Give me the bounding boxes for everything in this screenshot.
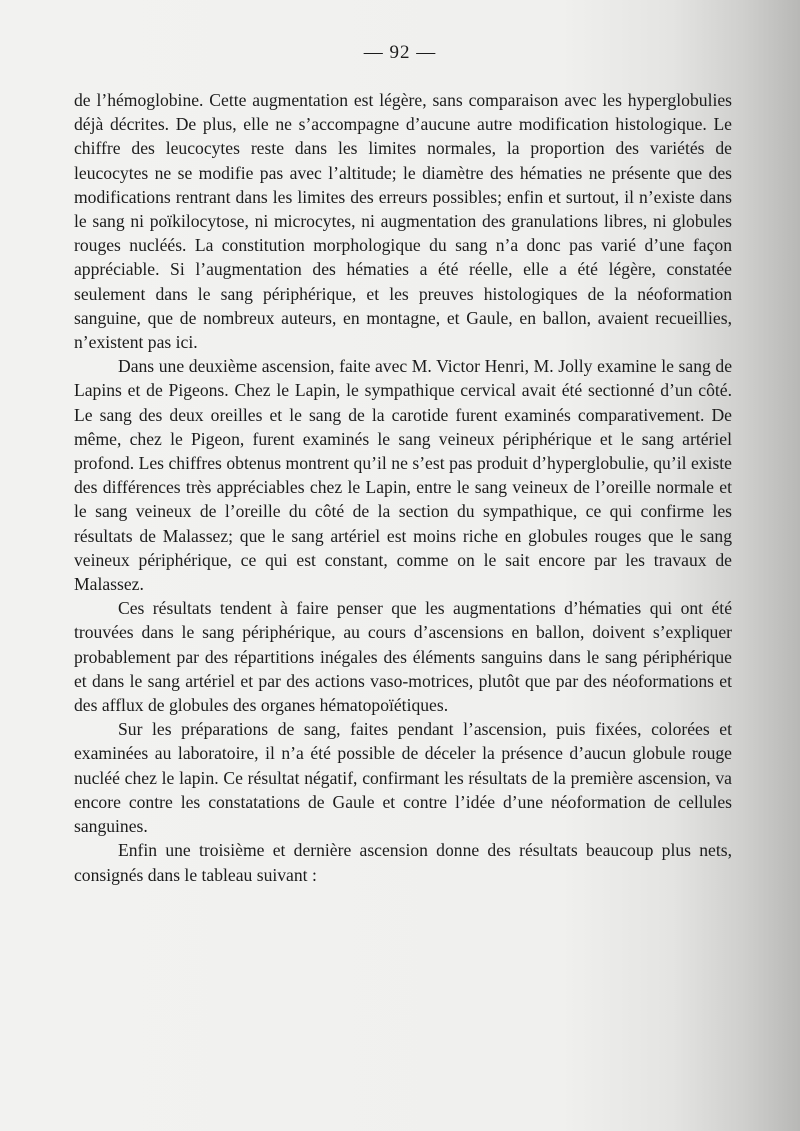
paragraph-results-interpretation: Ces résultats tendent à faire penser que les augmentations d’hématies qui ont été trouvées dans le sang périphérique, au cours d’ascensions en ballon, doivent s’expliquer probablement par des répartitions inégales des éléments sanguins dans le sang périphérique et dans le sang artériel et par des actions vaso-motrices, plutôt que par des néoformations et des afflux de globules des organes hématopoïétiques.: [74, 598, 732, 716]
paragraph-blood-preparations: Sur les préparations de sang, faites pendant l’ascension, puis fixées, colorées et examinées au laboratoire, il n’a été possible de déceler la présence d’aucun globule rouge nucléé chez le lapin. Ce résultat négatif, confirmant les résultats de la première ascension, va encore contre les constatations de Gaule et contre l’idée d’une néoformation de cellules sanguines.: [74, 719, 732, 837]
paragraph-second-ascension: Dans une deuxième ascension, faite avec M. Victor Henri, M. Jolly examine le sang de Lapins et de Pigeons. Chez le Lapin, le sympathique cervical avait été sectionné d’un côté. Le sang des deux oreilles et le sang de la carotide furent examinés comparativement. De même, chez le Pigeon, furent examinés le sang veineux périphérique et le sang artériel profond. Les chiffres obtenus montrent qu’il ne s’est pas produit d’hyperglobulie, qu’il existe des différences très appréciables chez le Lapin, entre le sang veineux de l’oreille normale et le sang veineux de l’oreille du côté de la section du sympathique, ce qui confirme les résultats de Malassez; que le sang artériel est moins riche en globules rouges que le sang veineux périphérique, ce qui est constant, comme on le sait encore par les travaux de Malassez.: [74, 356, 732, 595]
paragraph-third-ascension: Enfin une troisième et dernière ascension donne des résultats beaucoup plus nets, consignés dans le tableau suivant :: [74, 840, 732, 885]
body-text: [74, 88, 732, 887]
page-number: — 92 —: [363, 42, 437, 63]
paragraph-hemoglobin: de l’hémoglobine. Cette augmentation est légère, sans comparaison avec les hyperglobulies déjà décrites. De plus, elle ne s’accompagne d’aucune autre modification histologique. Le chiffre des leucocytes reste dans les limites normales, la proportion des variétés de leucocytes ne se modifie pas avec l’altitude; le diamètre des hématies ne présente que des modifications rentrant dans les limites des erreurs possibles; enfin et surtout, il n’existe dans le sang ni poïkilocytose, ni microcytes, ni augmentation des granulations libres, ni globules rouges nucléés. La constitution morphologique du sang n’a donc pas varié d’une façon appréciable. Si l’augmentation des hématies a été réelle, elle a été légère, constatée seulement dans le sang périphérique, et les preuves histologiques de la néoformation sanguine, que de nombreux auteurs, en montagne, et Gaule, en ballon, avaient recueillies, n’existent pas ici.: [74, 90, 732, 353]
